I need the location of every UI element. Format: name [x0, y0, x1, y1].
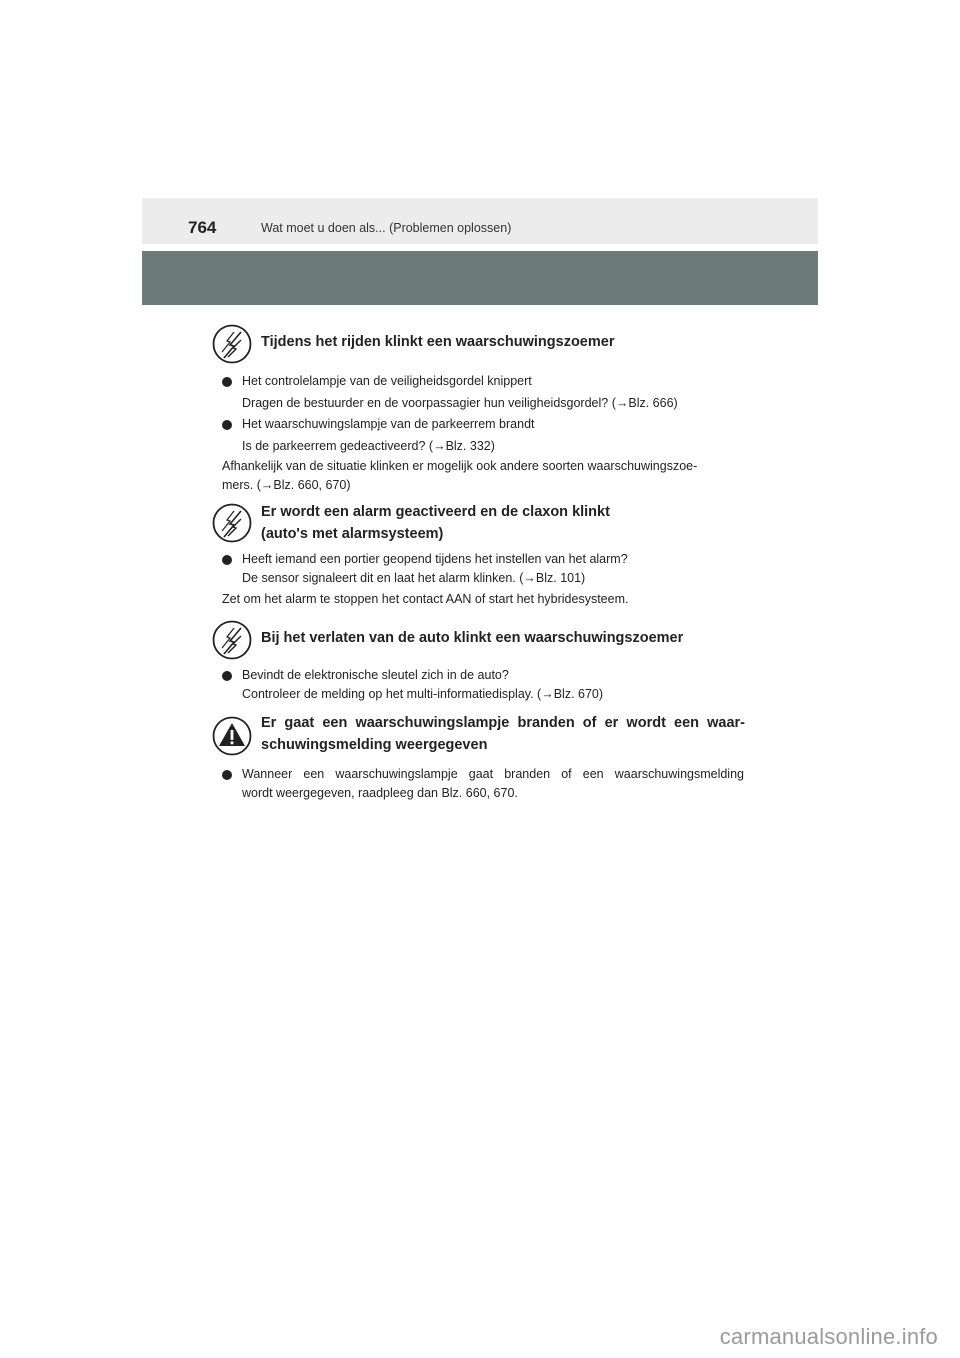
- note-text: Afhankelijk van de situatie klinken er mogelijk ook andere soorten waarschuwingszoe- mers. (→Blz. 660, 670): [222, 459, 698, 492]
- bullet-text: Wanneer een waarschuwingslampje gaat branden of een waarschuwingsmelding: [242, 767, 744, 781]
- section-title: Bij het verlaten van de auto klinkt een waarschuwingszoemer: [261, 630, 684, 646]
- bullet-icon: [222, 377, 232, 387]
- lightning-warning-icon: [212, 324, 252, 364]
- bullet-icon: [222, 555, 232, 565]
- lightning-warning-icon: [212, 620, 252, 660]
- list-item: [222, 415, 752, 456]
- bullet-text: Het waarschuwingslampje van de parkeerrem brandt: [242, 417, 535, 431]
- bullet-detail: De sensor signaleert dit en laat het alarm klinken. (→Blz. 101): [242, 571, 586, 585]
- exclamation-triangle-icon: [212, 716, 252, 756]
- bullet-detail: Dragen de bestuurder en de voorpassagier hun veiligheidsgordel? (→Blz. 666): [242, 396, 678, 410]
- page-number: 764: [188, 218, 217, 237]
- section-band: [142, 251, 818, 305]
- running-title: Wat moet u doen als... (Problemen oplossen): [261, 221, 512, 235]
- section-title: Tijdens het rijden klinkt een waarschuwingszoemer: [261, 334, 615, 350]
- lightning-warning-icon: [212, 503, 252, 543]
- list-item: [222, 666, 752, 704]
- bullet-detail: Is de parkeerrem gedeactiveerd? (→Blz. 332): [242, 439, 495, 453]
- section-title: Er wordt een alarm geactiveerd en de claxon klinkt (auto's met alarmsysteem): [261, 504, 610, 542]
- bullet-detail: wordt weergegeven, raadpleeg dan Blz. 660, 670.: [242, 786, 518, 800]
- bullet-text: Bevindt de elektronische sleutel zich in de auto?: [242, 668, 509, 682]
- list-item: [222, 550, 752, 588]
- watermark: carmanualsonline.info: [719, 1324, 938, 1349]
- bullet-icon: [222, 671, 232, 681]
- section-title: Er gaat een waarschuwingslampje branden of er wordt een waar- schuwingsmelding weergegeven: [261, 715, 745, 753]
- list-item: [222, 765, 752, 803]
- list-item: [222, 372, 752, 413]
- bullet-text: Het controlelampje van de veiligheidsgordel knippert: [242, 374, 532, 388]
- bullet-icon: [222, 420, 232, 430]
- note-text: Zet om het alarm te stoppen het contact AAN of start het hybridesysteem.: [222, 592, 629, 606]
- bullet-text: Heeft iemand een portier geopend tijdens het instellen van het alarm?: [242, 552, 628, 566]
- bullet-icon: [222, 770, 232, 780]
- bullet-detail: Controleer de melding op het multi-informatiedisplay. (→Blz. 670): [242, 687, 604, 701]
